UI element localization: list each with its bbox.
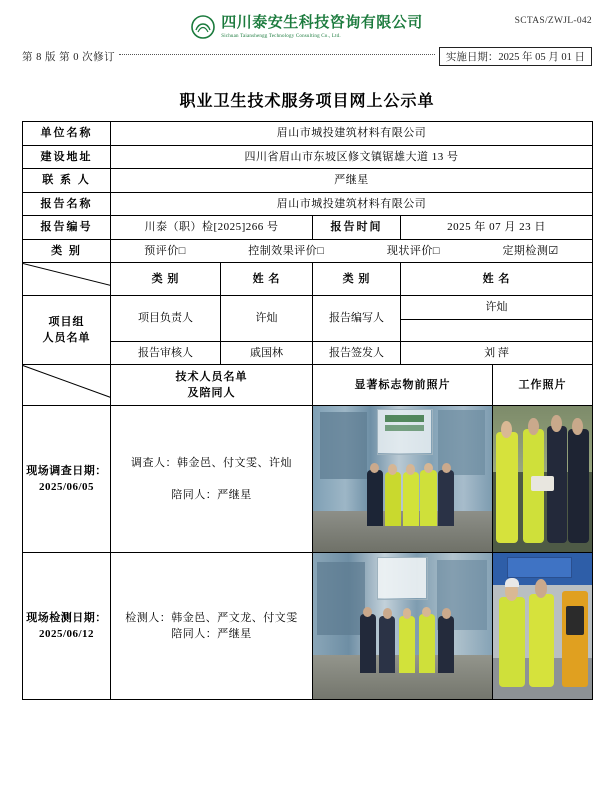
category-option-pre[interactable]: 预评价□ <box>144 244 186 257</box>
page-title: 职业卫生技术服务项目网上公示单 <box>179 93 435 110</box>
team-name-left-3: 戚国林 <box>221 341 313 365</box>
table-row <box>23 263 593 296</box>
contact-value: 严继星 <box>111 169 593 193</box>
company-name-en: Sichuan Taianshengg Technology Consulting Co., Ltd. <box>221 33 341 39</box>
report-no-value: 川泰（职）检[2025]266 号 <box>111 216 313 240</box>
photos-col-landmark: 显著标志物前照片 <box>313 365 493 406</box>
category-options <box>111 239 593 263</box>
company-logo-row <box>22 14 592 40</box>
survey-landmark-photo <box>313 406 493 553</box>
table-row <box>23 145 593 169</box>
team-name-left-1: 许灿 <box>221 296 313 342</box>
table-row <box>23 169 593 193</box>
survey-date-cell <box>23 406 111 553</box>
team-col-category-2: 类 别 <box>313 263 401 296</box>
survey-date-value: 2025/06/05 <box>38 481 95 493</box>
report-time-value: 2025 年 07 月 23 日 <box>401 216 593 240</box>
unit-name-label: 单位名称 <box>23 122 111 146</box>
table-row <box>23 192 593 216</box>
survey-date-label: 现场调查日期： <box>26 464 107 477</box>
team-name-right-3: 刘 萍 <box>401 341 593 365</box>
report-name-value: 眉山市城投建筑材料有限公司 <box>111 192 593 216</box>
detection-work-photo <box>493 553 593 700</box>
survey-people: 调查人：韩金邑、付文雯、许灿 <box>131 456 292 469</box>
team-col-category-1: 类 别 <box>111 263 221 296</box>
team-col-name-1: 姓 名 <box>221 263 313 296</box>
photos-col-work: 工作照片 <box>493 365 593 406</box>
team-role-right-1: 报告编写人 <box>313 296 401 342</box>
team-name-right-2 <box>401 319 593 341</box>
contact-label: 联 系 人 <box>23 169 111 193</box>
detection-people: 检测人：韩金邑、严文龙、付文雯 <box>125 611 298 624</box>
table-row <box>23 296 593 320</box>
photo-work-detection <box>493 553 592 699</box>
team-name-right-1: 许灿 <box>401 296 593 320</box>
table-row-detection <box>23 553 593 700</box>
document-code: SCTAS/ZWJL-042 <box>514 16 592 26</box>
company-name-block <box>221 16 423 39</box>
notice-table <box>22 121 593 700</box>
category-option-control[interactable]: 控制效果评价□ <box>248 244 325 257</box>
photo-work-survey <box>493 406 592 552</box>
table-row-survey <box>23 406 593 553</box>
table-row <box>23 216 593 240</box>
table-row <box>23 122 593 146</box>
table-row <box>23 365 593 406</box>
company-logo-icon <box>191 15 215 39</box>
photo-landmark-detection <box>313 553 492 699</box>
table-row <box>23 239 593 263</box>
team-role-left-3: 报告审核人 <box>111 341 221 365</box>
team-col-name-2: 姓 名 <box>401 263 593 296</box>
category-option-periodic[interactable]: 定期检测☑ <box>502 244 559 257</box>
photos-col-staff: 技术人员名单 及陪同人 <box>111 365 313 406</box>
report-time-label: 报告时间 <box>313 216 401 240</box>
detection-date-value: 2025/06/12 <box>38 628 95 640</box>
detection-people-cell <box>111 553 313 700</box>
company-name-cn: 四川泰安生科技咨询有限公司 <box>221 14 423 31</box>
implement-date: 实施日期：2025 年 05 月 01 日 <box>439 47 592 66</box>
team-role-left-1: 项目负责人 <box>111 296 221 342</box>
page-header <box>22 0 592 76</box>
survey-people-cell <box>111 406 313 553</box>
dot-leader <box>119 53 435 55</box>
photo-landmark-survey <box>313 406 492 552</box>
report-no-label: 报告编号 <box>23 216 111 240</box>
category-label: 类 别 <box>23 239 111 263</box>
unit-name-value: 眉山市城投建筑材料有限公司 <box>111 122 593 146</box>
survey-escort: 陪同人：严继星 <box>171 489 252 501</box>
detection-date-label: 现场检测日期： <box>26 611 107 624</box>
address-label: 建设地址 <box>23 145 111 169</box>
address-value: 四川省眉山市东坡区修文镇锯雄大道 13 号 <box>111 145 593 169</box>
detection-landmark-photo <box>313 553 493 700</box>
team-label: 项目组 人员名单 <box>23 296 111 365</box>
category-option-status[interactable]: 现状评价□ <box>386 244 441 257</box>
revision-text: 第 8 版 第 0 次修订 <box>22 51 116 63</box>
detection-escort: 陪同人：严继星 <box>171 628 252 640</box>
survey-work-photo <box>493 406 593 553</box>
team-role-right-3: 报告签发人 <box>313 341 401 365</box>
report-name-label: 报告名称 <box>23 192 111 216</box>
revision-row <box>22 48 592 64</box>
photos-corner-cell <box>23 365 111 406</box>
detection-date-cell <box>23 553 111 700</box>
team-corner-cell <box>23 263 111 296</box>
